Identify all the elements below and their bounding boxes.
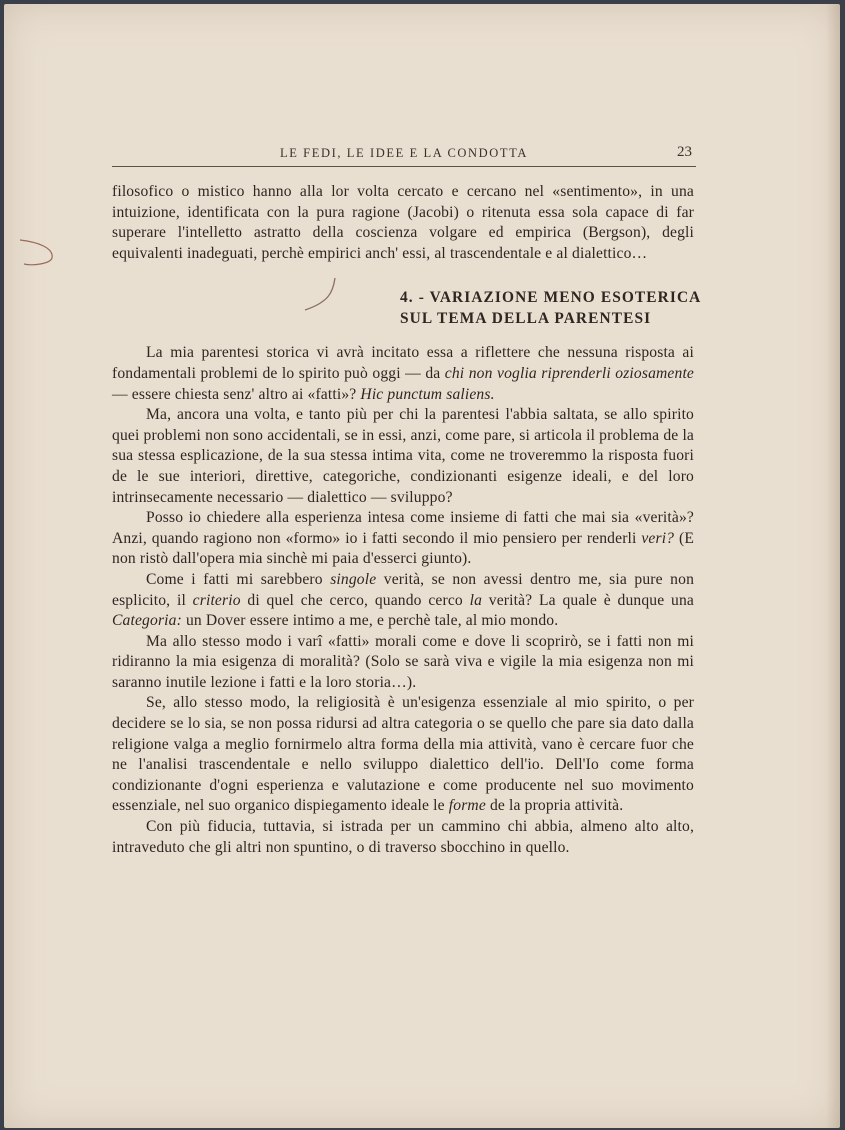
section-heading-line-1: 4. - VARIAZIONE MENO ESOTERICA [400, 289, 702, 307]
page-edge-shading [826, 4, 840, 1128]
running-title: LE FEDI, LE IDEE E LA CONDOTTA [279, 146, 528, 160]
p4-italic-f: la [469, 591, 483, 609]
p3-text-a: Posso io chiedere alla esperienza intesa come insieme di fatti che mai sia «verità»? Anzi, quando ragiono non «formo» io i fatti secondo il mio pensiero per renderli [112, 509, 694, 547]
p4-text-a: Come i fatti mi sarebbero [146, 570, 331, 588]
p4-italic-h: Categoria: [112, 612, 182, 630]
p4-italic-b: singole [330, 570, 377, 588]
p3-italic-b: veri? [641, 529, 675, 547]
p4-text-e: di quel che cerco, quando cerco [240, 591, 470, 609]
book-page [4, 4, 840, 1128]
section-heading [112, 287, 702, 329]
p6-italic-b: forme [448, 797, 486, 815]
p4-text-c: verità, se non avessi dentro me, sia pure non esplicito, il [112, 570, 695, 609]
p1-text-a: La mia parentesi storica vi avrà incitato essa a riflettere che nessuna risposta ai fondamentali problemi de lo spirito può oggi — da [112, 344, 694, 382]
section-heading-line-2: SUL TEMA DELLA PARENTESI [400, 310, 652, 328]
margin-pencil-mark [18, 234, 58, 274]
paragraph-7: Con più fiducia, tuttavia, si istrada per un cammino chi abbia, almeno alto alto, intraveduto che gli altri non spuntino, o di traverso sbocchino in quello. [112, 818, 694, 856]
p3-text-c: (E non ristò dall'opera mia sinchè mi paia d'esserci giunto). [112, 529, 694, 568]
paragraph-5: Ma allo stesso modo i varî «fatti» morali come e dove li scoprirò, se i fatti non mi ridiranno la mia esigenza di moralità? (Solo se sarà viva e vigile la mia esigenza non mi saranno inutile lezione i fatti e la loro storia…). [112, 632, 694, 691]
p4-text-i: un Dover essere intimo a me, e perchè tale, al mio mondo. [181, 612, 559, 630]
page-number: 23 [677, 144, 692, 160]
p6-text-c: de la propria attività. [485, 797, 624, 815]
running-header [112, 144, 696, 167]
p6-text-a: Se, allo stesso modo, la religiosità è un'esigenza essenziale al mio spirito, o per decidere se lo sia, se non possa ridursi ad altra categoria o se quello che pare sia dato dalla religione valga a meglio fornirmelo altra forma della mia attività, vano è cercare fuor che ne l'analisi trascendentale e nello sviluppo dialettico dell'io. Dell'Io come forma condizionante d'ogni esperienza e valutazione e come producente nel suo movimento essenziale, nel suo organico dispiegamento ideale le [112, 694, 694, 815]
paragraph-6 [112, 693, 694, 817]
p4-italic-d: criterio [192, 591, 241, 609]
paragraph-4 [112, 570, 694, 632]
p1-italic-b: chi non voglia riprenderli oziosamente [444, 364, 694, 382]
p4-text-g: verità? La quale è dunque una [482, 591, 695, 609]
paragraph-2: Ma, ancora una volta, e tanto più per chi la parentesi l'abbia saltata, se allo spirito quei problemi non sono accidentali, se in essi, anzi, come pare, si articola il problema de la sua stessa esplicazione, de la sua stessa intima vita, come ne troveremmo la risposta fuori de le sue interiori, direttive, categoriche, condizionanti esigenze ideali, e del loro intrinsecamente necessario — dialettico — sviluppo? [112, 406, 694, 506]
paragraph-1 [112, 343, 694, 405]
p1-italic-d: Hic punctum saliens. [360, 385, 495, 403]
opening-paragraph: filosofico o mistico hanno alla lor volta cercato e cercano nel «sentimento», in una intuizione, identificata con la pura ragione (Jacobi) o ritenuta essa sola capace di far superare l'intelletto astratto della coscienza volgare ed empirica (Bergson), degli equivalenti inadeguati, perchè empirici anch' essi, al trascendentale e al dialettico… [112, 183, 694, 262]
p1-text-c: — essere chiesta senz' altro ai «fatti»? [112, 385, 361, 403]
page-body [112, 182, 702, 858]
paragraph-3 [112, 508, 694, 570]
